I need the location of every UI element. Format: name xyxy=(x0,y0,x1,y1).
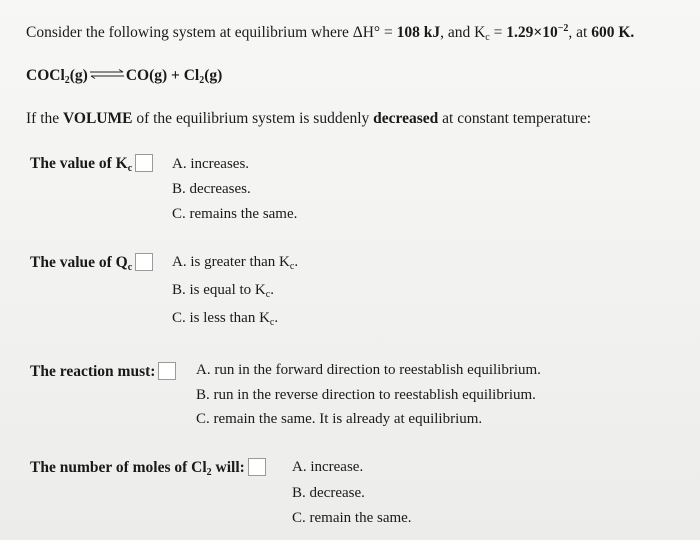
q3-option-b: B. run in the reverse direction to reestablish equilibrium. xyxy=(196,387,536,403)
q1-option-b: B. decreases. xyxy=(172,181,251,197)
q2-answer-box[interactable] xyxy=(135,253,153,271)
equilibrium-arrow-icon xyxy=(89,69,125,79)
q4-label: The number of moles of $Cl_2$ will: xyxy=(30,458,271,477)
q4-option-b: B. decrease. xyxy=(292,485,365,501)
q3-answer-box[interactable] xyxy=(158,362,176,380)
q1-label: The value of $K_c$ xyxy=(30,154,158,173)
q2-option-b: B. is equal to $K_c$. xyxy=(172,282,274,300)
q2-label: The value of $Q_c$ xyxy=(30,253,158,272)
reaction-equation: COCl$_2$(g) $CO(g) + Cl_2(g)$ xyxy=(26,67,223,86)
q4-answer-box[interactable] xyxy=(248,458,266,476)
q2-option-c: C. is less than $K_c$. xyxy=(172,310,279,328)
q4-option-a: A. increase. xyxy=(292,459,364,475)
q3-option-c: C. remain the same. It is already at equilibrium. xyxy=(196,411,483,427)
q2-option-a: A. is greater than $K_c$. xyxy=(172,254,299,272)
condition-statement: If the VOLUME of the equilibrium system is suddenly decreased at constant temperature: xyxy=(26,110,592,127)
q1-option-c: C. remains the same. xyxy=(172,206,298,222)
q3-label: The reaction must: xyxy=(30,362,181,381)
intro-line: Consider the following system at equilibrium where ΔH° = 108 kJ, and $K_c = 1.29\times 10^{-2}$, at 600 K. xyxy=(26,23,635,43)
q3-option-a: A. run in the forward direction to reestablish equilibrium. xyxy=(196,362,541,378)
q1-answer-box[interactable] xyxy=(135,154,153,172)
q4-option-c: C. remain the same. xyxy=(292,510,412,526)
q1-option-a: A. increases. xyxy=(172,156,250,172)
